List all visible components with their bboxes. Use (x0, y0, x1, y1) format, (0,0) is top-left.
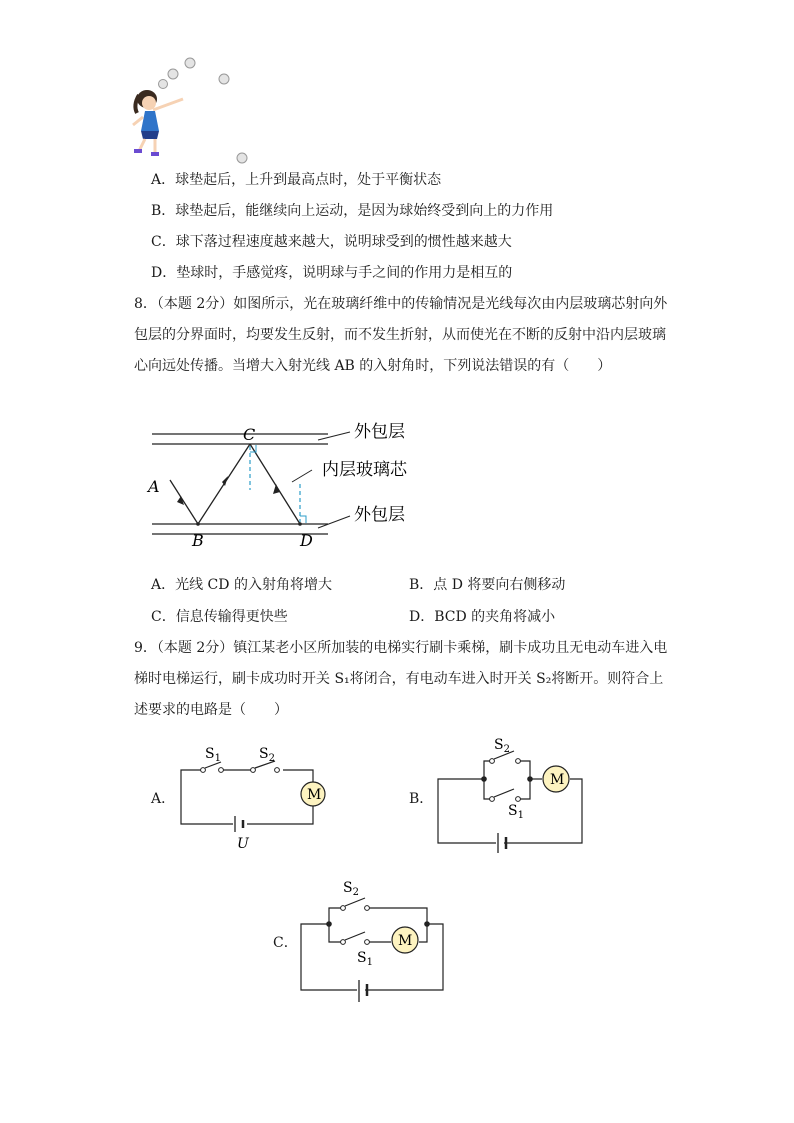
motor-icon: M (550, 772, 565, 788)
volleyball-girl-illustration (125, 55, 255, 165)
q9-stem-line-3: 述要求的电路是（ ） (134, 702, 288, 718)
svg-text:S1 (508, 803, 524, 821)
ball-icon (159, 80, 168, 89)
switch-s2-subscript: 2 (352, 887, 359, 898)
label-outer-cladding-top: 外包层 (354, 422, 405, 442)
q8-stem-line-1: 8．（本题 2分）如图所示，光在玻璃纤维中的传输情况是光线每次由内层玻璃芯射向外 (134, 296, 668, 312)
circuit-c-diagram (295, 876, 455, 1011)
optical-fiber-diagram (140, 412, 440, 552)
q8-option-d: D．BCD 的夹角将减小 (409, 609, 556, 625)
switch-s1-subscript: 1 (517, 810, 524, 821)
label-outer-cladding-bottom: 外包层 (354, 505, 405, 525)
switch-s1-label: S (205, 746, 215, 762)
label-point-c: C (243, 425, 256, 444)
ball-icon (219, 74, 229, 84)
svg-text:S2 (259, 746, 275, 764)
q8-option-a: A．光线 CD 的入射角将增大 (151, 577, 332, 593)
q7-option-c: C．球下落过程速度越来越大，说明球受到的惯性越来越大 (151, 234, 512, 250)
svg-text:S1 (205, 746, 221, 764)
ball-icon (237, 153, 247, 163)
circuit-a-diagram (175, 742, 335, 854)
switch-s2-label: S (494, 737, 504, 753)
switch-s1-subscript: 1 (366, 957, 373, 968)
svg-text:S2 (494, 737, 510, 755)
label-point-a: A (148, 477, 160, 496)
q8-option-c: C．信息传输得更快些 (151, 609, 288, 625)
q7-option-b: B．球垫起后，能继续向上运动，是因为球始终受到向上的力作用 (151, 203, 554, 219)
q8-stem-line-2: 包层的分界面时，均要发生反射，而不发生折射，从而使光在不断的反射中沿内层玻璃 (134, 327, 666, 343)
ball-icon (185, 58, 195, 68)
circuit-b-diagram (432, 733, 592, 863)
ball-icon (168, 69, 178, 79)
svg-text:S2 (343, 880, 359, 898)
label-point-b: B (192, 531, 204, 550)
circuit-a-label: A． (151, 791, 176, 807)
label-inner-core: 内层玻璃芯 (322, 460, 407, 480)
label-point-d: D (300, 531, 313, 550)
q8-option-b: B．点 D 将要向右侧移动 (409, 577, 566, 593)
switch-s2-label: S (259, 746, 269, 762)
motor-icon: M (398, 933, 413, 949)
switch-s1-label: S (508, 803, 518, 819)
switch-s2-subscript: 2 (503, 744, 510, 755)
q9-stem-line-1: 9．（本题 2分）镇江某老小区所加装的电梯实行刷卡乘梯，刷卡成功且无电动车进入电 (134, 640, 668, 656)
switch-s2-subscript: 2 (268, 753, 275, 764)
circuit-c-label: C． (273, 935, 298, 951)
motor-icon: M (307, 787, 322, 803)
switch-s1-subscript: 1 (214, 753, 221, 764)
q7-option-d: D．垫球时，手感觉疼，说明球与手之间的作用力是相互的 (151, 265, 513, 281)
q8-stem-line-3: 心向远处传播。当增大入射光线 AB 的入射角时，下列说法错误的有（ ） (134, 358, 612, 374)
q9-stem-line-2: 梯时电梯运行，刷卡成功时开关 S₁将闭合，有电动车进入时开关 S₂将断开。则符合上 (134, 671, 664, 687)
switch-s2-label: S (343, 880, 353, 896)
svg-text:S1 (357, 950, 373, 968)
switch-s1-label: S (357, 950, 367, 966)
circuit-b-label: B． (409, 791, 434, 807)
q7-option-a: A．球垫起后，上升到最高点时，处于平衡状态 (151, 172, 442, 188)
source-u-label: U (237, 836, 249, 852)
